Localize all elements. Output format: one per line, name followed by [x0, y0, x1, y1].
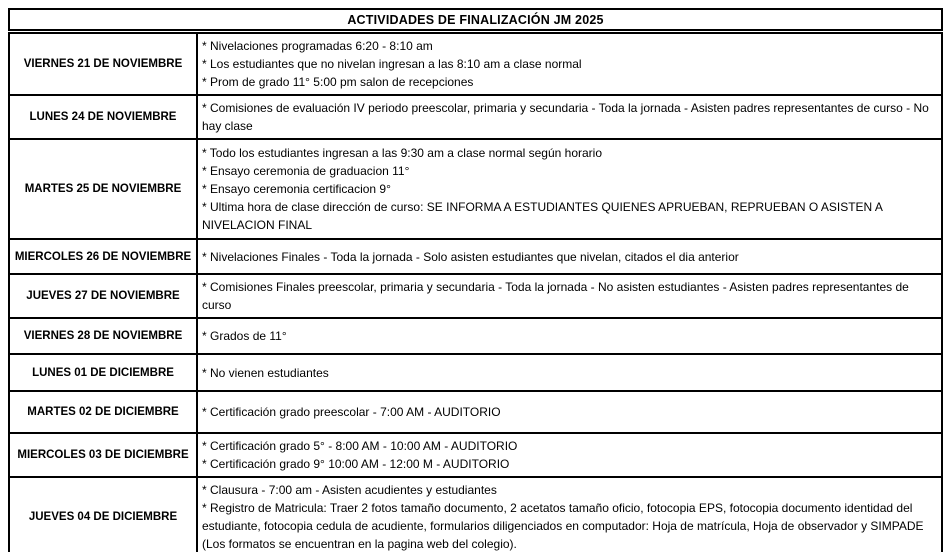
schedule-row [9, 391, 942, 433]
schedule-row [9, 318, 942, 354]
schedule-body [9, 32, 942, 552]
schedule-table [8, 8, 943, 552]
date-cell: MIERCOLES 03 DE DICIEMBRE [9, 433, 197, 477]
date-cell: JUEVES 27 DE NOVIEMBRE [9, 274, 197, 318]
schedule-row [9, 477, 942, 552]
date-cell: VIERNES 21 DE NOVIEMBRE [9, 32, 197, 96]
schedule-row [9, 139, 942, 239]
activity-line: * Clausura - 7:00 am - Asisten acudientes y estudiantes [202, 483, 497, 497]
activity-line: * Ensayo ceremonia de graduacion 11° [202, 164, 410, 178]
activity-line: * Registro de Matricula: Traer 2 fotos tamaño documento, 2 acetatos tamaño oficio, fotocopia EPS, fotocopia documento identidad del estudiante, fotocopia cedula de acudiente, formularios diligenciados en computador: Hoja de matrícula, Hoja de observador y SIMPADE (Los formatos se encuentran en la pagina web del colegio). [202, 501, 924, 551]
schedule-row [9, 354, 942, 391]
activity-line: * Los estudiantes que no nivelan ingresan a las 8:10 am a clase normal [202, 57, 582, 71]
activities-cell [197, 477, 942, 552]
activities-cell [197, 391, 942, 433]
schedule-row [9, 239, 942, 274]
date-cell: LUNES 24 DE NOVIEMBRE [9, 95, 197, 139]
activities-cell [197, 274, 942, 318]
activity-line: * Prom de grado 11° 5:00 pm salon de recepciones [202, 75, 474, 89]
schedule-row [9, 274, 942, 318]
activities-cell [197, 318, 942, 354]
activity-line: * Comisiones de evaluación IV periodo preescolar, primaria y secundaria - Toda la jornada - Asisten padres representantes de curso - No hay clase [202, 101, 929, 133]
activity-line: * Certificación grado 9° 10:00 AM - 12:00 M - AUDITORIO [202, 457, 510, 471]
date-cell: LUNES 01 DE DICIEMBRE [9, 354, 197, 391]
activities-cell [197, 354, 942, 391]
activities-cell [197, 139, 942, 239]
activity-line: * Ultima hora de clase dirección de curso: SE INFORMA A ESTUDIANTES QUIENES APRUEBAN, REPRUEBAN O ASISTEN A NIVELACION FINAL [202, 200, 883, 232]
document-page [0, 8, 948, 552]
date-cell: VIERNES 28 DE NOVIEMBRE [9, 318, 197, 354]
date-cell: JUEVES 04 DE DICIEMBRE [9, 477, 197, 552]
schedule-row [9, 95, 942, 139]
activity-line: * Comisiones Finales preescolar, primaria y secundaria - Toda la jornada - No asisten estudiantes - Asisten padres representantes de curso [202, 280, 909, 312]
activity-line: * Certificación grado preescolar - 7:00 AM - AUDITORIO [202, 405, 501, 419]
activities-cell [197, 95, 942, 139]
table-title: ACTIVIDADES DE FINALIZACIÓN JM 2025 [9, 9, 942, 32]
date-cell: MARTES 02 DE DICIEMBRE [9, 391, 197, 433]
activity-line: * Nivelaciones programadas 6:20 - 8:10 am [202, 39, 433, 53]
schedule-row [9, 32, 942, 96]
activity-line: * Todo los estudiantes ingresan a las 9:30 am a clase normal según horario [202, 146, 603, 160]
activities-cell [197, 239, 942, 274]
activity-line: * Certificación grado 5° - 8:00 AM - 10:00 AM - AUDITORIO [202, 439, 518, 453]
activity-line: * Ensayo ceremonia certificacion 9° [202, 182, 391, 196]
activity-line: * No vienen estudiantes [202, 365, 329, 380]
activities-cell [197, 433, 942, 477]
title-row [9, 9, 942, 32]
schedule-row [9, 433, 942, 477]
activity-line: * Grados de 11° [202, 329, 287, 343]
date-cell: MIERCOLES 26 DE NOVIEMBRE [9, 239, 197, 274]
activity-line: * Nivelaciones Finales - Toda la jornada - Solo asisten estudiantes que nivelan, citados el dia anterior [202, 249, 739, 264]
date-cell: MARTES 25 DE NOVIEMBRE [9, 139, 197, 239]
activities-cell [197, 32, 942, 96]
